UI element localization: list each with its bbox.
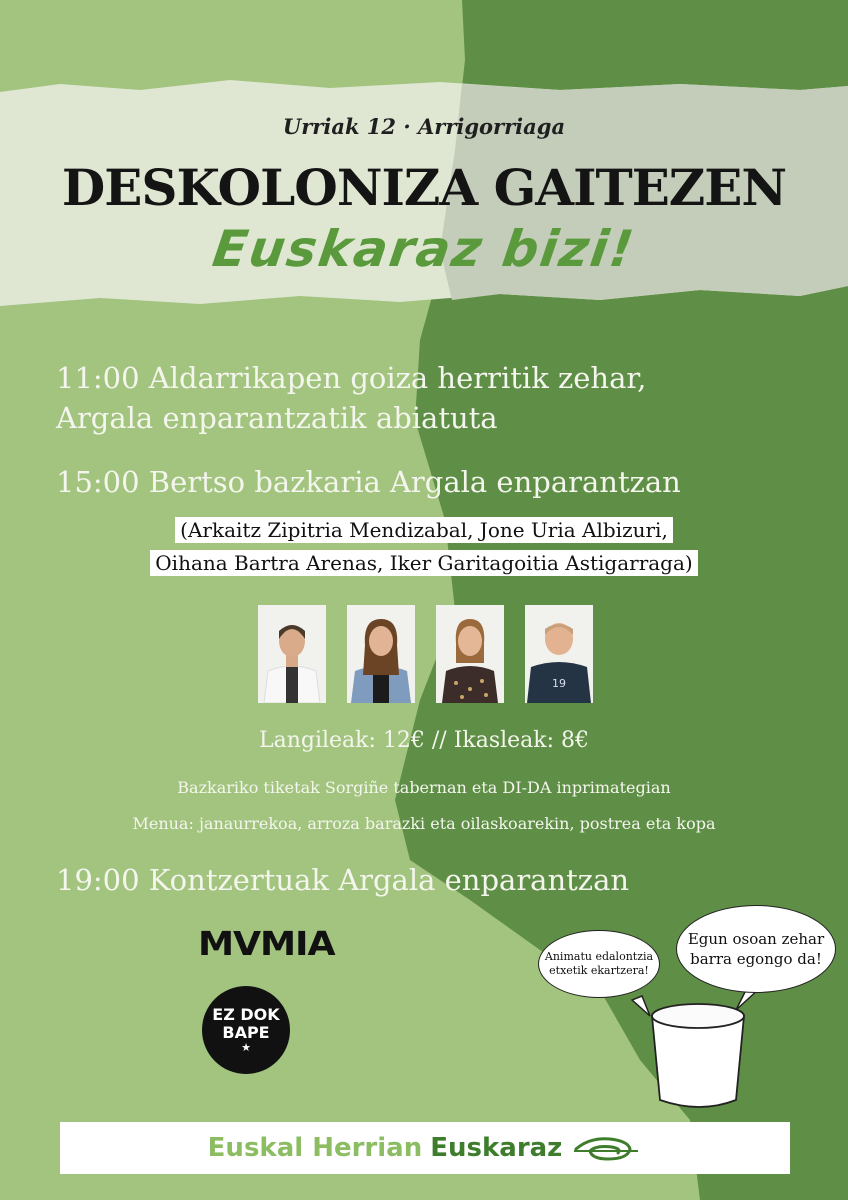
photo-bertsolari-2 [347,605,415,703]
speech-bubble-left-line-2: etxetik ekartzera! [549,964,649,977]
schedule-item-1 [56,358,646,438]
speech-bubble-right [676,905,836,993]
lunch-prices: Langileak: 12€ // Ikasleak: 8€ [258,728,590,753]
footer-text-part-2: Euskaraz [430,1133,563,1163]
speech-bubble-left [538,930,660,998]
euskara-logo-icon [572,1131,642,1165]
event-subtitle: Euskaraz bizi! [209,220,639,278]
footer-text-part-1: Euskal Herrian [207,1133,423,1163]
band-2-line-1: EZ DOK [212,1005,280,1024]
photo-bertsolari-3 [436,605,504,703]
schedule-item-1-line-2: Argala enparantzatik abiatuta [56,401,498,435]
band-2-line-2: BAPE [222,1023,270,1042]
speech-bubble-left-line-1: Animatu edalontzia [544,950,654,963]
speech-bubble-right-line-1: Egun osoan zehar [687,930,825,948]
bertsolariak-line-2: Oihana Bartra Arenas, Iker Garitagoitia Astigarraga) [0,551,848,575]
photo-bertsolari-1 [258,605,326,703]
band-ez-dok-bape-logo [202,986,290,1074]
photo-bertsolari-4 [525,605,593,703]
schedule-item-3: 19:00 Kontzertuak Argala enparantzan [56,863,630,897]
footer-banner [60,1122,790,1174]
speech-bubble-right-line-2: barra egongo da! [690,950,822,968]
event-date-place: Urriak 12 · Arrigorriaga [282,114,566,139]
bertsolariak-line-1: (Arkaitz Zipitria Mendizabal, Jone Uria Albizuri, [0,518,848,542]
star-icon: ★ [241,1041,251,1054]
schedule-item-1-line-1: 11:00 Aldarrikapen goiza herritik zehar, [56,361,647,395]
lunch-menu: Menua: janaurrekoa, arroza barazki eta oilaskoarekin, postrea eta kopa [132,814,716,833]
band-mvmia-logo: MVMIA [198,924,335,963]
event-title: DESKOLONIZA GAITEZEN [61,158,787,217]
lunch-tickets: Bazkariko tiketak Sorgiñe tabernan eta DI-DA inprimategian [177,778,671,797]
schedule-item-2: 15:00 Bertso bazkaria Argala enparantzan [56,465,681,499]
svg-text:19: 19 [552,677,566,690]
